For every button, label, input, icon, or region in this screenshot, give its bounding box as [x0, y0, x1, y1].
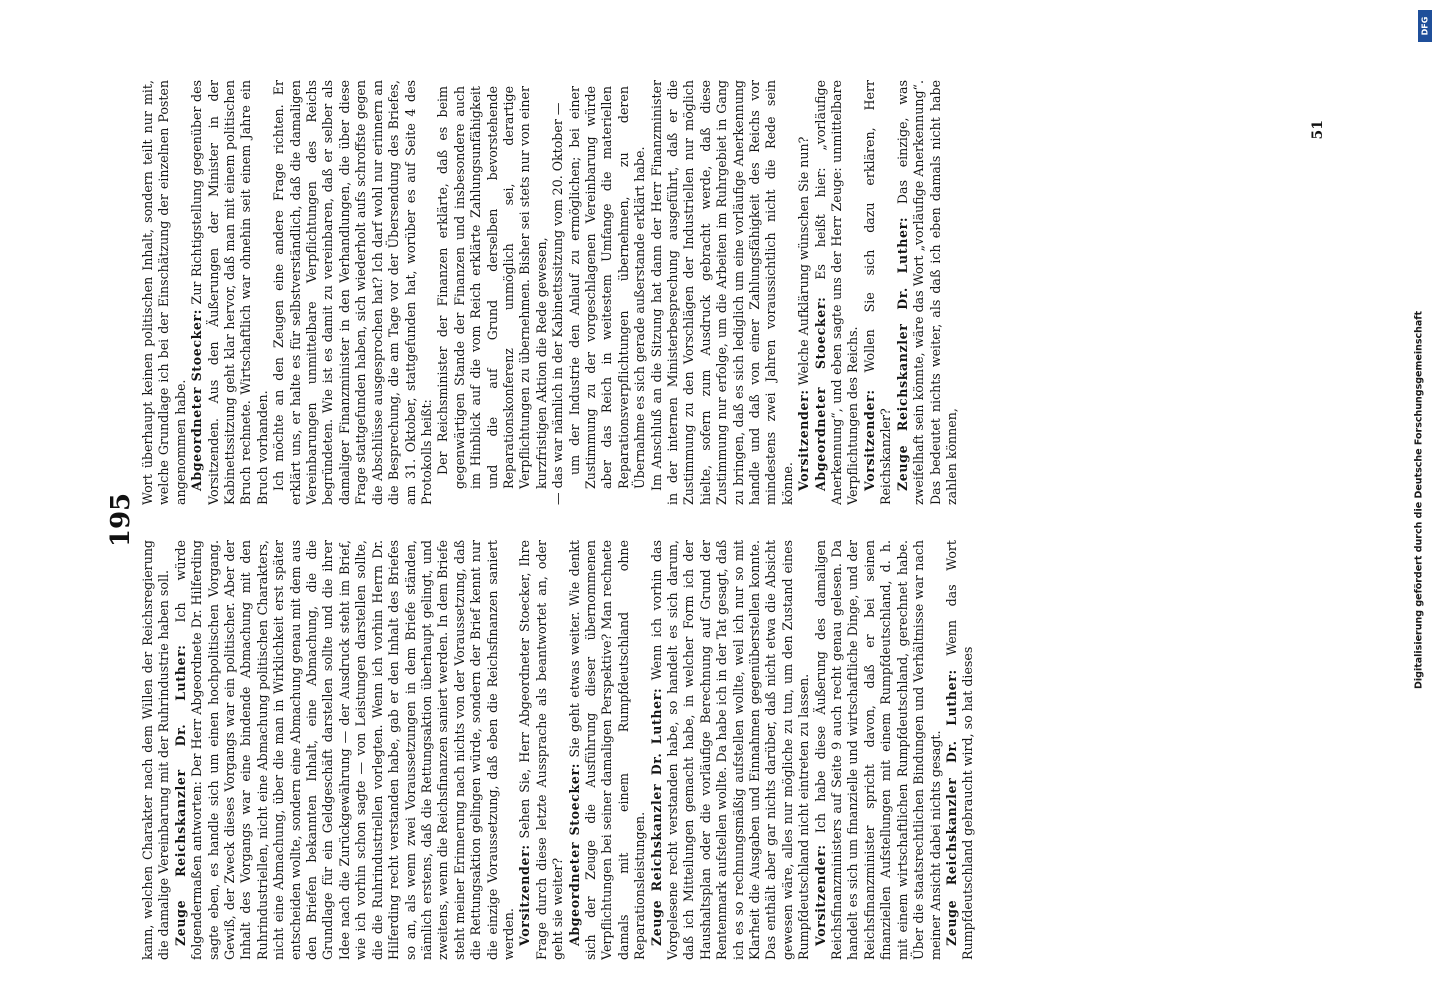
paragraph-text: Wenn ich vorhin das Vorgelesene recht verstanden habe, so handelt es sich darum, daß ich Mitteilungen gemacht habe, in welcher Form ich der Haushaltsplan oder die vorläufige Berechnung auf Grund der Rentenmark aufstellen wollte. Da habe ich in der Tat gesagt, daß ich es so rechnungsmäßig aufstellen wollte, weil ich nur so mit Klarheit die Ausgaben und Einnahmen gegenüberstellen konnte. Das enthält aber gar nichts darüber, daß nicht etwa die Absicht gewesen wäre, alles nur mögliche zu tun, um den Zustand eines Rumpfdeutschland nicht eintreten zu lassen.	[648, 540, 812, 960]
speaker-label: Zeuge Reichskanzler Dr. Luther:	[172, 644, 188, 946]
paragraph-text: Wenn das Wort Rumpfdeutschland gebraucht wird, so hat dieses	[943, 540, 976, 960]
speaker-label: Zeuge Reichskanzler Dr. Luther:	[648, 687, 664, 946]
paragraph-text: Welche Aufklärung wünschen Sie nun?	[796, 136, 812, 386]
speaker-label: Abgeordneter Stoecker:	[812, 296, 828, 491]
speaker-label: Vorsitzender:	[861, 389, 877, 491]
dfg-logo	[1418, 10, 1432, 42]
speech-paragraph	[895, 80, 961, 505]
speech-paragraph	[944, 540, 977, 960]
quoted-paragraph	[435, 86, 550, 489]
speaker-label: Abgeordneter Stoecker:	[189, 308, 205, 491]
speaker-label: Vorsitzender:	[796, 389, 812, 491]
speaker-label: Abgeordneter Stoecker:	[566, 763, 582, 946]
rotated-page-content	[100, 80, 1330, 960]
paragraph-text: um der Industrie den Anlauf zu ermöglichen; bei einer Zustimmung zu der vorgeschlagenen Vereinbarung würde aber das Reich in weitestem Umfange die materiellen Reparationsverpflichtungen übernehmen, zu deren Übernahme es sich gerade außerstande erklärt habe.	[566, 86, 648, 489]
digitization-note	[1410, 12, 1428, 988]
left-column	[140, 540, 1306, 960]
paragraph-text: — das war nämlich in der Kabinettssitzung vom 20. Oktober —	[550, 102, 566, 505]
paragraph-text: Der Reichsminister der Finanzen erklärte, daß es beim gegenwärtigen Stande der Finanzen und insbesondere auch im Hinblick auf die vom Reich erklärte Zahlungsunfähigkeit und die auf Grund derselben bevorstehende Reparationskonferenz unmöglich sei, derartige Verpflichtungen zu übernehmen. Bisher sei stets nur von einer kurzfristigen Aktion die Rede gewesen,	[435, 86, 549, 489]
page-number: 195	[106, 492, 136, 548]
speech-paragraph	[567, 540, 649, 960]
speech-paragraph	[862, 80, 895, 505]
right-column	[140, 80, 1306, 505]
paragraph-text: Ich habe diese Äußerung des damaligen Reichsfinanzministers auf Seite 9 auch recht genau gelesen. Da handelt es sich um finanzielle und wirtschaftliche Dinge, und der Reichsfinanzminister spricht davon, daß er bei seinen finanziellen Aufstellungen mit einem Rumpfdeutschland, d. h. mit einem wirtschaftlichen Rumpfdeutschland, gerechnet habe. Über die staatsrechtlichen Bindungen und Verhältnisse war nach meiner Ansicht dabei nichts gesagt.	[812, 540, 943, 960]
paragraph-text: Wollen Sie sich dazu erklären, Herr Reichskanzler?	[861, 80, 894, 505]
paragraph-text: Zur Richtigstellung gegenüber des Vorsitzenden. Aus den Äußerungen der Minister in der Kabinettssitzung geht klar hervor, daß man mit einem politischen Bruch rechnete. Wirtschaftlich war ohnehin seit einem Jahre ein Bruch vorhanden.	[189, 80, 270, 505]
text-paragraph	[649, 80, 797, 505]
quoted-paragraph	[567, 86, 649, 489]
paragraph-text: Ich würde folgendermaßen antworten: Der Herr Abgeordnete Dr. Hilferding sagte eben, es handle sich um einen hochpolitischen Vorgang. Gewiß, der Zweck dieses Vorgangs war ein politischer. Aber der Inhalt des Vorgangs war eine bindende Abmachung mit den Ruhrindustriellen, nicht eine Abmachung politischen Charakters, nicht eine Abmachung, über die man in Wirklichkeit erst später entscheiden wollte, sondern eine Abmachung genau mit dem aus den Briefen bekannten Inhalt, eine Abmachung, die die Grundlage für ein Geldgeschäft darstellen sollte und die ihrer Idee nach die Zurückgewährung — der Ausdruck steht im Brief, wie ich vorhin schon sagte — von Leistungen darstellen sollte, die die Ruhrindustriellen vorlegten. Wenn ich vorhin Herrn Dr. Hilferding recht verstanden habe, gab er den Inhalt des Briefes so an, als wenn zwei Voraussetzungen in dem Briefe ständen, nämlich erstens, daß die Rettungsaktion überhaupt gelingt, und zweitens, wenn die Reichsfinanzen saniert werden. In dem Briefe steht meiner Erinnerung nach nichts von der Voraussetzung, daß die Rettungsaktion gelingen würde, sondern der Brief kennt nur die einzige Voraussetzung, daß eben die Reichsfinanzen saniert werden.	[172, 540, 516, 960]
speaker-label: Vorsitzender:	[812, 844, 828, 946]
speaker-label: Vorsitzender:	[517, 844, 533, 946]
paragraph-text: Sie geht etwas weiter. Wie denkt sich der Zeuge die Ausführung dieser übernommenen Verpflichtungen bei seiner damaligen Perspektive? Man rechnete damals mit einem Rumpfdeutschland ohne Reparationsleistungen.	[566, 540, 648, 960]
digitization-note-text: Digitalisierung gefördert durch die Deutsche Forschungsgemeinschaft	[1413, 311, 1425, 689]
speech-paragraph	[173, 540, 518, 960]
folio-number: 51	[1310, 120, 1326, 140]
speech-paragraph	[517, 540, 566, 960]
text-paragraph	[271, 80, 435, 505]
paragraph-text: Sehen Sie, Herr Abgeordneter Stoecker, Ihre Frage durch diese letzte Aussprache als beantwortet an, oder geht sie weiter?	[517, 540, 566, 960]
speech-paragraph	[813, 540, 944, 960]
speech-paragraph	[649, 540, 813, 960]
speech-paragraph	[813, 80, 862, 505]
text-paragraph	[140, 540, 173, 960]
paragraph-text: Es heißt hier: „vorläufige Anerkennung“, und eben sagte uns der Herr Zeuge: unmittelbare Verpflichtungen des Reichs.	[812, 80, 861, 505]
paragraph-text: Im Anschluß an die Sitzung hat dann der Herr Finanzminister in der internen Ministerbesprechung ausgeführt, daß er die Zustimmung zu den Vorschlägen der Industriellen nur möglich hielte, sofern zum Ausdruck gebracht werde, daß diese Zustimmung nur erfolge, um die Arbeiten im Ruhrgebiet in Gang zu bringen, daß es sich lediglich um eine vorläufige Anerkennung handle und daß von einer Zahlungsfähigkeit des Reichs vor mindestens zwei Jahren voraussichtlich nicht die Rede sein könne.	[648, 80, 795, 505]
paragraph-text: Ich möchte an den Zeugen eine andere Frage richten. Er erklärt uns, er halte es für selbstverständlich, daß die damaligen Vereinbarungen unmittelbare Verpflichtungen des Reichs begründeten. Wie ist es damit zu vereinbaren, daß er selber als damaliger Finanzminister in den Verhandlungen, die über diese Frage stattgefunden haben, sich wiederholt aufs schroffste gegen die Abschlüsse ausgesprochen hat? Ich darf wohl nur erinnern an die Besprechung, die am Tage vor der Übersendung des Briefes, am 31. Oktober, stattgefunden hat, worüber es auf Seite 4 des Protokolls heißt:	[271, 80, 434, 505]
speaker-label: Zeuge Reichskanzler Dr. Luther:	[943, 669, 959, 946]
text-paragraph	[140, 80, 189, 505]
speech-paragraph	[796, 80, 812, 505]
text-paragraph	[550, 80, 566, 505]
paragraph-text: Wort überhaupt keinen politischen Inhalt, sondern teilt nur mit, welche Grundlage ich bei der Einschätzung der einzelnen Posten angenommen habe.	[140, 80, 188, 505]
dfg-logo-text: DFG	[1420, 16, 1430, 36]
paragraph-text: kann, welchen Charakter nach dem Willen der Reichsregierung die damalige Vereinbarung mit der Ruhrindustrie haben soll.	[140, 540, 172, 960]
paragraph-text: Das einzige, was zweifelhaft sein könnte, wäre das Wort „vorläufige Anerkennung“. Das bedeutet nichts weiter, als daß ich eben damals nicht habe zahlen können,	[894, 80, 959, 505]
speech-paragraph	[189, 80, 271, 505]
speaker-label: Zeuge Reichskanzler Dr. Luther:	[894, 216, 910, 491]
